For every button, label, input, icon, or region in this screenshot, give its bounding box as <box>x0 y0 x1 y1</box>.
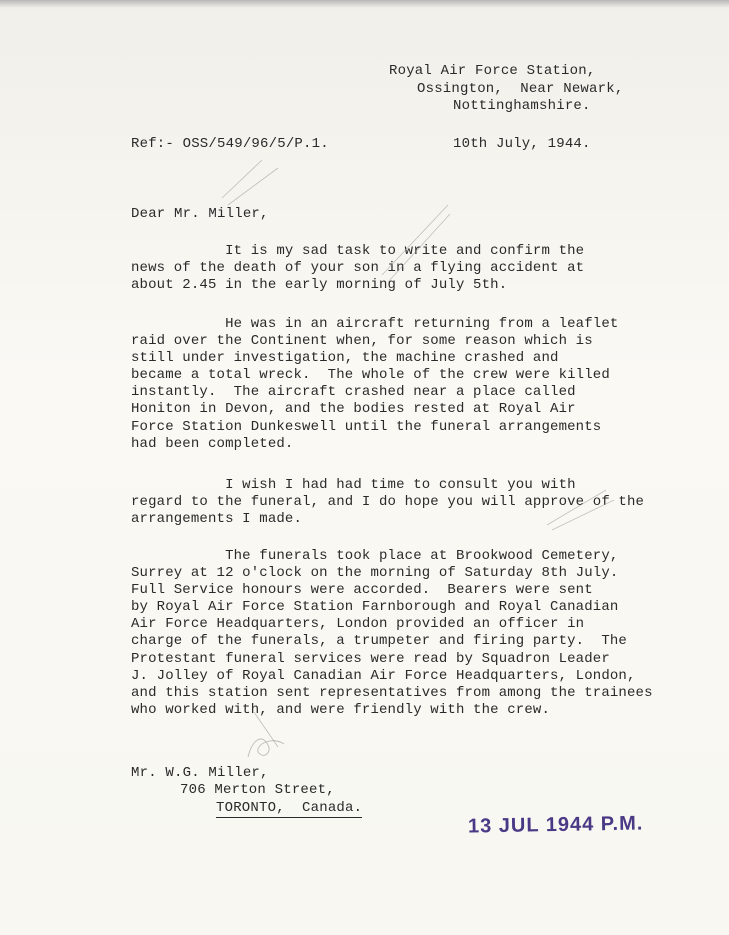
address-city: TORONTO, Canada. <box>216 800 363 816</box>
scan-edge <box>0 0 729 8</box>
salutation: Dear Mr. Miller, <box>131 206 269 222</box>
reference-number: Ref:- OSS/549/96/5/P.1. <box>131 136 329 152</box>
letterhead-line3: Nottinghamshire. <box>453 98 591 114</box>
paragraph-3: I wish I had had time to consult you with regard to the funeral, and I do hope you will approve of the arrangements I made. <box>131 477 645 528</box>
pencil-initials <box>248 739 284 757</box>
letter-date: 10th July, 1944. <box>453 136 591 152</box>
paragraph-1: It is my sad task to write and confirm the news of the death of your son in a flying accident at about 2.45 in the early morning of July 5th. <box>131 243 585 294</box>
address-underline <box>216 817 362 818</box>
address-street: 706 Merton Street, <box>180 782 335 798</box>
paragraph-2: He was in an aircraft returning from a leaflet raid over the Continent when, for some reason which is still under investigation, the machine crashed and became a total wreck. The whole of the crew were killed instantly. The aircraft crashed near a place called Honiton in Devon, and the bodies rested at Royal Air Force Station Dunkeswell until the funeral arrangements had been completed. <box>131 316 619 452</box>
letterhead-line1: Royal Air Force Station, <box>389 63 596 79</box>
letterhead-line2: Ossington, Near Newark, <box>417 81 624 97</box>
address-name: Mr. W.G. Miller, <box>131 765 269 781</box>
paragraph-4: The funerals took place at Brookwood Cemetery, Surrey at 12 o'clock on the morning of Saturday 8th July. Full Service honours were accorded. Bearers were sent by Royal Air Force Station Farnborough and Royal Canadian Air Force Headquarters, London provided an officer in charge of the funerals, a trumpeter and firing party. The Protestant funeral services were read by Squadron Leader J. Jolley of Royal Canadian Air Force Headquarters, London, and this station sent representatives from among the trainees who worked with, and were friendly with the crew. <box>131 548 653 718</box>
received-date-stamp: 13 JUL 1944 P.M. <box>467 812 644 838</box>
